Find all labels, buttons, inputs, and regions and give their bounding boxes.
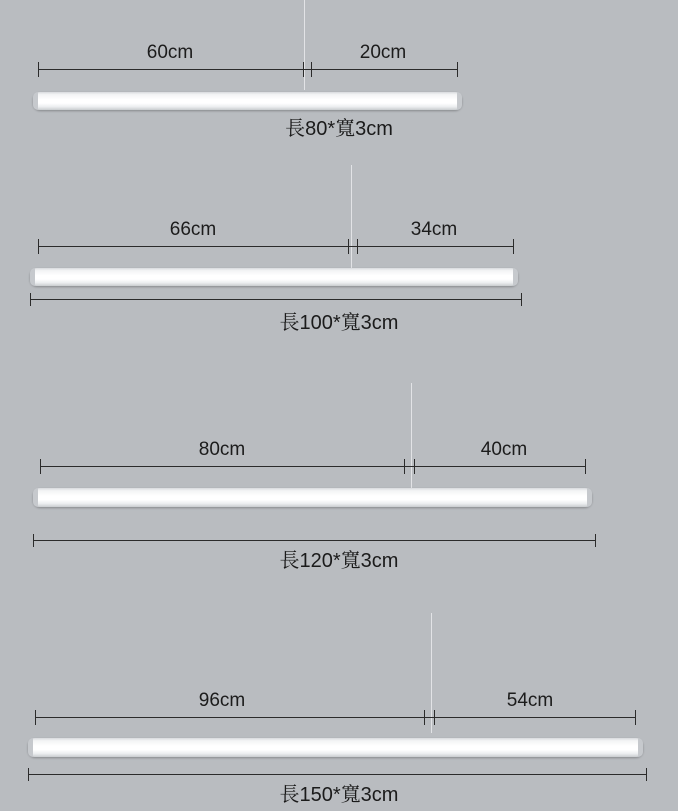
hanging-cord [351, 165, 352, 270]
right-segment-label: 40cm [480, 439, 528, 460]
dimension-tick-left [38, 239, 39, 254]
lamp-bar [33, 488, 592, 507]
segment-dimension-line [35, 717, 636, 718]
lamp-bar [33, 92, 462, 110]
dimension-tick-right [635, 710, 636, 725]
size-group-100 [0, 160, 678, 350]
dimension-tick-left [38, 62, 39, 77]
hanging-cord [411, 383, 412, 498]
left-segment-label: 80cm [198, 439, 246, 460]
right-segment-label: 54cm [506, 690, 554, 711]
bar-end-cap-left [33, 488, 38, 507]
size-caption: 長120*寬3cm [279, 550, 399, 572]
dimension-tick-mid-a [424, 710, 425, 725]
total-tick-left [33, 534, 34, 547]
left-segment-label: 60cm [146, 42, 194, 63]
bar-end-cap-right [457, 92, 462, 110]
size-group-120 [0, 378, 678, 578]
dimension-line [38, 69, 458, 70]
dimension-tick-mid-b [357, 239, 358, 254]
size-caption: 長100*寬3cm [279, 312, 399, 334]
bar-end-cap-left [28, 738, 33, 757]
dimension-tick-mid-b [434, 710, 435, 725]
bar-end-cap-right [587, 488, 592, 507]
dimension-tick-mid-a [404, 459, 405, 474]
dimension-tick-right [457, 62, 458, 77]
dimension-tick-right [585, 459, 586, 474]
bar-end-cap-left [33, 92, 38, 110]
right-segment-label: 20cm [359, 42, 407, 63]
lamp-bar [28, 738, 643, 757]
total-tick-right [521, 293, 522, 306]
lamp-bar [30, 268, 518, 286]
bar-end-cap-right [513, 268, 518, 286]
dimension-tick-left [40, 459, 41, 474]
size-caption: 長150*寬3cm [279, 784, 399, 806]
total-dimension-line [28, 774, 647, 775]
dimension-tick-mid-b [311, 62, 312, 77]
total-tick-right [646, 768, 647, 781]
left-segment-label: 96cm [198, 690, 246, 711]
total-dimension-line [33, 540, 596, 541]
size-caption: 長80*寬3cm [285, 118, 393, 140]
left-segment-label: 66cm [169, 219, 217, 240]
size-group-150 [0, 608, 678, 811]
dimension-tick-mid-b [414, 459, 415, 474]
total-tick-left [28, 768, 29, 781]
size-group-80 [0, 0, 678, 150]
hanging-cord [431, 613, 432, 733]
dimension-tick-left [35, 710, 36, 725]
bar-end-cap-left [30, 268, 35, 286]
segment-dimension-line [40, 466, 586, 467]
hanging-cord [304, 0, 305, 90]
total-dimension-line [30, 299, 522, 300]
dimension-tick-mid-a [303, 62, 304, 77]
total-tick-right [595, 534, 596, 547]
dimension-tick-right [513, 239, 514, 254]
dimension-tick-mid-a [348, 239, 349, 254]
bar-end-cap-right [638, 738, 643, 757]
total-tick-left [30, 293, 31, 306]
right-segment-label: 34cm [410, 219, 458, 240]
segment-dimension-line [38, 246, 514, 247]
